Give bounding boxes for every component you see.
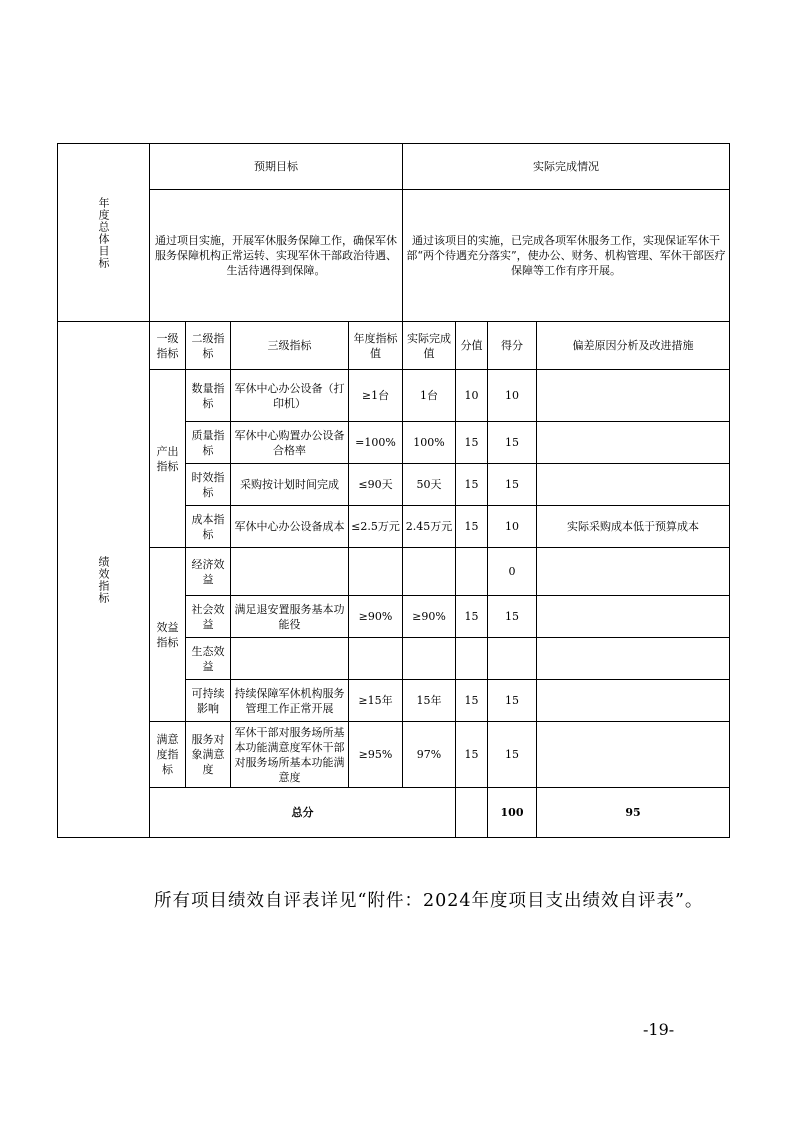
actual-cell: 50天: [403, 464, 456, 506]
level2-cell: 生态效益: [186, 638, 231, 680]
page-number: -19-: [643, 1020, 675, 1039]
level3-cell: 持续保障军休机构服务管理工作正常开展: [231, 680, 349, 722]
expected-goal-text: 通过项目实施，开展军休服务保障工作，确保军休服务保障机构正常运转、实现军休干部政治待遇、生活待遇得到保障。: [150, 190, 403, 322]
weight-cell: 15: [456, 464, 488, 506]
header-level1: 一级指标: [150, 322, 186, 370]
deviation-cell: 实际采购成本低于预算成本: [537, 506, 730, 548]
level3-cell: 军休中心办公设备成本: [231, 506, 349, 548]
footnote-paragraph: [110, 882, 710, 920]
level2-cell: 可持续影响: [186, 680, 231, 722]
level2-cell: 社会效益: [186, 596, 231, 638]
level3-cell: 军休中心办公设备（打印机）: [231, 370, 349, 422]
deviation-cell: [537, 638, 730, 680]
actual-cell: [403, 548, 456, 596]
weight-cell: [456, 548, 488, 596]
header-actual: 实际完成值: [403, 322, 456, 370]
level3-cell: 军休中心购置办公设备合格率: [231, 422, 349, 464]
level3-cell: 军休干部对服务场所基本功能满意度军休干部对服务场所基本功能满意度: [231, 722, 349, 788]
actual-status-text: 通过该项目的实施，已完成各项军休服务工作，实现保证军休干部“两个待遇充分落实”，使办公、财务、机构管理、军休干部医疗保障等工作有序开展。: [403, 190, 730, 322]
score-cell: 15: [488, 596, 537, 638]
weight-cell: 15: [456, 506, 488, 548]
table-row: [58, 722, 730, 788]
header-target: 年度指标值: [349, 322, 403, 370]
level3-cell: 满足退安置服务基本功能役: [231, 596, 349, 638]
score-cell: 15: [488, 680, 537, 722]
actual-cell: 2.45万元: [403, 506, 456, 548]
header-deviation: 偏差原因分析及改进措施: [537, 322, 730, 370]
deviation-cell: [537, 370, 730, 422]
header-weight: 分值: [456, 322, 488, 370]
deviation-cell: [537, 548, 730, 596]
score-cell: 10: [488, 506, 537, 548]
header-level2: 二级指标: [186, 322, 231, 370]
total-label: 总分: [150, 788, 456, 838]
target-cell: =100%: [349, 422, 403, 464]
total-score: 95: [537, 788, 730, 838]
performance-table: [57, 143, 730, 838]
weight-cell: 15: [456, 722, 488, 788]
performance-indicator-label: 绩效指标: [58, 322, 150, 838]
deviation-cell: [537, 680, 730, 722]
group-output-label: 产出指标: [150, 370, 186, 548]
level2-cell: 成本指标: [186, 506, 231, 548]
table-row: [58, 370, 730, 422]
actual-cell: 1台: [403, 370, 456, 422]
total-row: [58, 788, 730, 838]
score-cell: 10: [488, 370, 537, 422]
score-cell: 0: [488, 548, 537, 596]
target-cell: ≥1台: [349, 370, 403, 422]
actual-cell: ≥90%: [403, 596, 456, 638]
target-cell: [349, 548, 403, 596]
weight-cell: 10: [456, 370, 488, 422]
level2-cell: 数量指标: [186, 370, 231, 422]
header-score: 得分: [488, 322, 537, 370]
footnote-text: 所有项目绩效自评表详见“附件：2024年度项目支出绩效自评表”。: [154, 891, 704, 911]
level2-cell: 服务对象满意度: [186, 722, 231, 788]
actual-cell: 97%: [403, 722, 456, 788]
annual-goal-label: 年度总体目标: [58, 144, 150, 322]
total-actual-empty: [456, 788, 488, 838]
deviation-cell: [537, 422, 730, 464]
actual-cell: 100%: [403, 422, 456, 464]
header-level3: 三级指标: [231, 322, 349, 370]
target-cell: ≥90%: [349, 596, 403, 638]
score-cell: [488, 638, 537, 680]
deviation-cell: [537, 596, 730, 638]
level2-cell: 时效指标: [186, 464, 231, 506]
target-cell: ≥95%: [349, 722, 403, 788]
expected-goal-header: 预期目标: [150, 144, 403, 190]
weight-cell: 15: [456, 596, 488, 638]
target-cell: [349, 638, 403, 680]
score-cell: 15: [488, 422, 537, 464]
group-satisfaction-label: 满意度指标: [150, 722, 186, 788]
score-cell: 15: [488, 722, 537, 788]
target-cell: ≤2.5万元: [349, 506, 403, 548]
level2-cell: 质量指标: [186, 422, 231, 464]
level3-cell: [231, 638, 349, 680]
target-cell: ≥15年: [349, 680, 403, 722]
actual-cell: [403, 638, 456, 680]
actual-status-header: 实际完成情况: [403, 144, 730, 190]
total-weight: 100: [488, 788, 537, 838]
actual-cell: 15年: [403, 680, 456, 722]
weight-cell: 15: [456, 680, 488, 722]
score-cell: 15: [488, 464, 537, 506]
target-cell: ≤90天: [349, 464, 403, 506]
table-row: [58, 548, 730, 596]
level3-cell: 采购按计划时间完成: [231, 464, 349, 506]
level2-cell: 经济效益: [186, 548, 231, 596]
weight-cell: [456, 638, 488, 680]
deviation-cell: [537, 722, 730, 788]
deviation-cell: [537, 464, 730, 506]
weight-cell: 15: [456, 422, 488, 464]
level3-cell: [231, 548, 349, 596]
group-benefit-label: 效益指标: [150, 548, 186, 722]
